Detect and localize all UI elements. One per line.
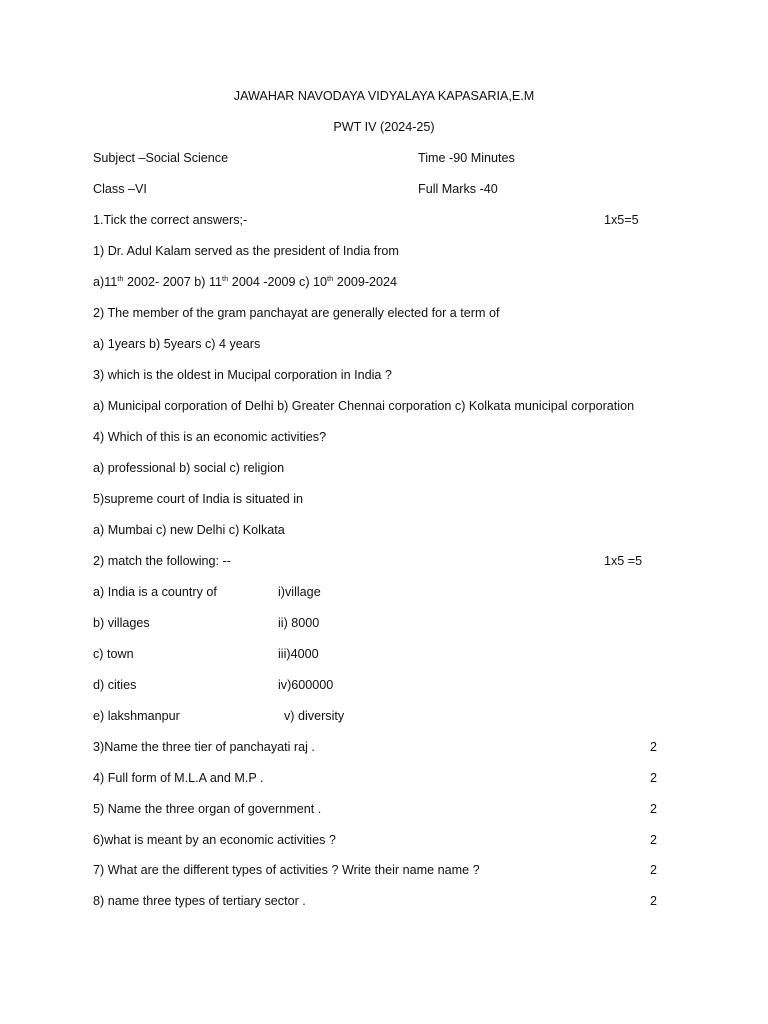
question-5-options: a) Mumbai c) new Delhi c) Kolkata xyxy=(93,523,285,537)
question-2-options: a) 1years b) 5years c) 4 years xyxy=(93,337,261,351)
question-6-marks: 2 xyxy=(650,833,658,847)
question-2: 2) The member of the gram panchayat are generally elected for a term of xyxy=(93,306,500,320)
question-3-short: 3)Name the three tier of panchayati raj . xyxy=(93,740,315,754)
option-c-text: 2004 -2009 c) 10 xyxy=(228,275,328,289)
question-1-options xyxy=(93,274,397,290)
match-right-i: i)village xyxy=(278,585,321,599)
match-left-c: c) town xyxy=(93,647,134,661)
question-5-short: 5) Name the three organ of government . xyxy=(93,802,322,816)
class-label: Class –VI xyxy=(93,182,147,196)
section2-heading: 2) match the following: -- xyxy=(93,554,231,568)
full-marks-label: Full Marks -40 xyxy=(418,182,498,196)
question-8-short: 8) name three types of tertiary sector . xyxy=(93,894,306,908)
section2-marks: 1x5 =5 xyxy=(604,554,643,568)
question-5-marks: 2 xyxy=(650,802,658,816)
exam-title: PWT IV (2024-25) xyxy=(333,120,435,134)
option-b-sup: th xyxy=(222,274,229,283)
question-4-options: a) professional b) social c) religion xyxy=(93,461,285,475)
section1-heading: 1.Tick the correct answers;- xyxy=(93,213,248,227)
question-7-marks: 2 xyxy=(650,863,658,877)
option-b-text: 2002- 2007 b) 11 xyxy=(123,275,223,289)
match-right-v: v) diversity xyxy=(284,709,345,723)
question-7-short: 7) What are the different types of activities ? Write their name name ? xyxy=(93,863,480,877)
option-c-sup: th xyxy=(327,274,334,283)
match-left-a: a) India is a country of xyxy=(93,585,217,599)
school-title: JAWAHAR NAVODAYA VIDYALAYA KAPASARIA,E.M xyxy=(233,89,535,103)
question-4-short: 4) Full form of M.L.A and M.P . xyxy=(93,771,264,785)
question-6-short: 6)what is meant by an economic activities ? xyxy=(93,833,336,847)
match-right-iv: iv)600000 xyxy=(278,678,334,692)
subject-label: Subject –Social Science xyxy=(93,151,229,165)
option-a-text: a)11 xyxy=(93,275,118,289)
match-left-b: b) villages xyxy=(93,616,150,630)
question-3: 3) which is the oldest in Mucipal corporation in India ? xyxy=(93,368,392,382)
match-left-e: e) lakshmanpur xyxy=(93,709,180,723)
match-right-ii: ii) 8000 xyxy=(278,616,320,630)
time-label: Time -90 Minutes xyxy=(418,151,515,165)
question-8-marks: 2 xyxy=(650,894,658,908)
question-1: 1) Dr. Adul Kalam served as the president of India from xyxy=(93,244,399,258)
section1-marks: 1x5=5 xyxy=(604,213,639,227)
question-5: 5)supreme court of India is situated in xyxy=(93,492,304,506)
option-c-tail: 2009-2024 xyxy=(333,275,398,289)
match-left-d: d) cities xyxy=(93,678,137,692)
option-a-sup: th xyxy=(117,274,124,283)
question-4: 4) Which of this is an economic activities? xyxy=(93,430,327,444)
match-right-iii: iii)4000 xyxy=(278,647,319,661)
question-3-marks: 2 xyxy=(650,740,658,754)
question-4-marks: 2 xyxy=(650,771,658,785)
question-3-options: a) Municipal corporation of Delhi b) Greater Chennai corporation c) Kolkata municipal corporation xyxy=(93,399,635,413)
